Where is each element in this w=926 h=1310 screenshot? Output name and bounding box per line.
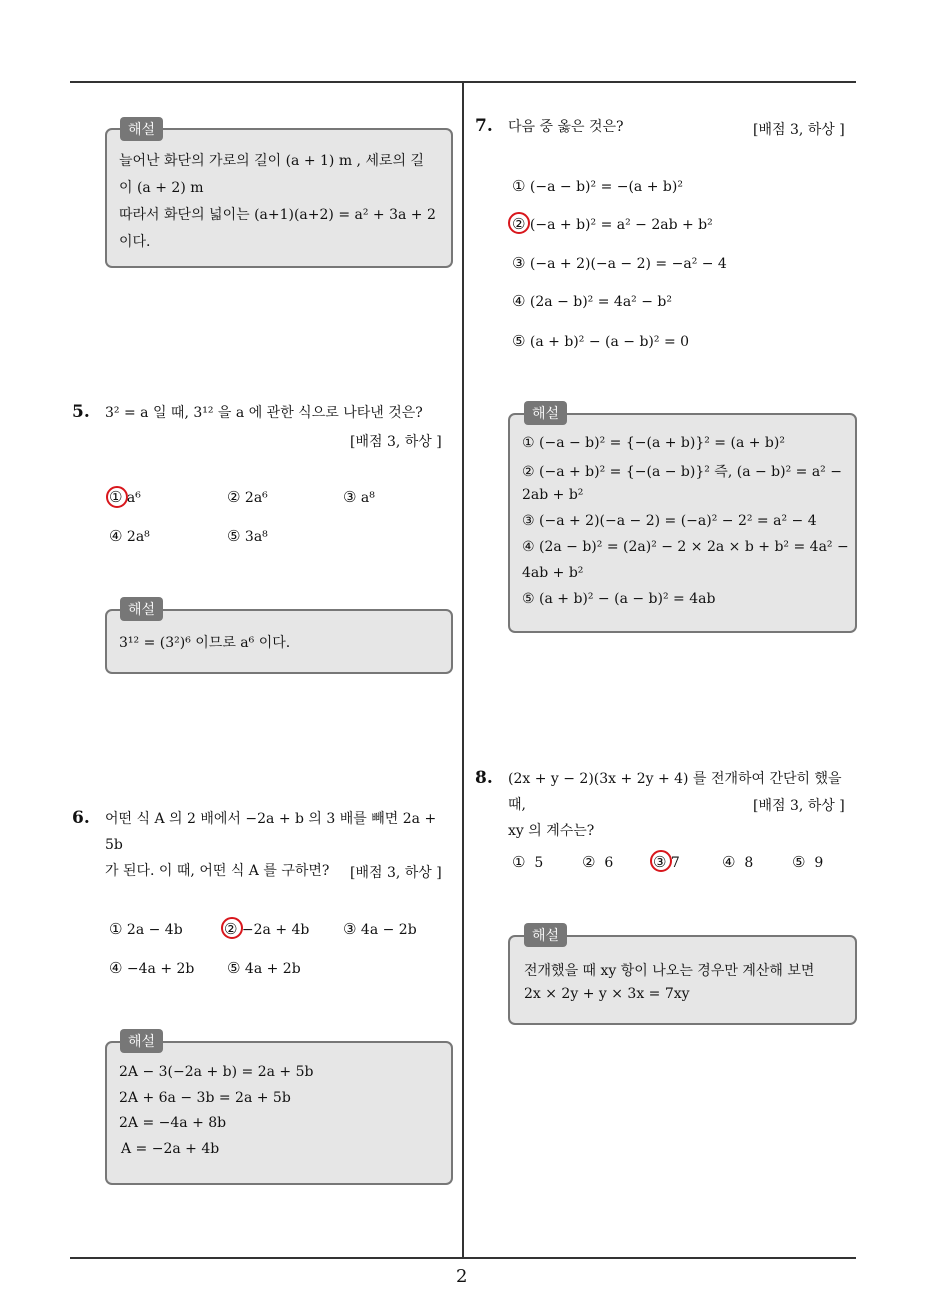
page-number: 2 bbox=[456, 1266, 468, 1287]
solution-tag: 해설 bbox=[120, 117, 163, 141]
choice-7-4[interactable]: ④ (2a − b)² = 4a² − b² bbox=[512, 292, 672, 310]
solution-tag: 해설 bbox=[524, 401, 567, 425]
choice-5-2[interactable]: ② 2a⁶ bbox=[227, 488, 268, 506]
solution-line: 2A + 6a − 3b = 2a + 5b bbox=[119, 1090, 291, 1106]
question-number-8: 8. bbox=[475, 768, 493, 788]
solution-line: 이다. bbox=[119, 234, 151, 250]
choice-8-1[interactable]: ① 5 bbox=[512, 853, 544, 871]
solution-line: 2x × 2y + y × 3x = 7xy bbox=[524, 986, 690, 1002]
score-label-5: [배점 3, 하상 ] bbox=[350, 434, 442, 450]
choice-8-2[interactable]: ② 6 bbox=[582, 853, 614, 871]
choice-6-3[interactable]: ③ 4a − 2b bbox=[343, 920, 417, 938]
solution-line: 4ab + b² bbox=[522, 565, 584, 581]
choice-7-1[interactable]: ① (−a − b)² = −(a + b)² bbox=[512, 177, 683, 195]
choice-8-5[interactable]: ⑤ 9 bbox=[792, 853, 824, 871]
question-line: 가 된다. 이 때, 어떤 식 A 를 구하면? bbox=[105, 863, 330, 879]
solution-line: 2ab + b² bbox=[522, 487, 584, 503]
solution-line: A = −2a + 4b bbox=[121, 1141, 220, 1157]
question-line: xy 의 계수는? bbox=[508, 823, 595, 839]
question-line: (2x + y − 2)(3x + 2y + 4) 를 전개하여 간단히 했을 때, bbox=[508, 771, 842, 813]
solution-tag: 해설 bbox=[524, 923, 567, 947]
solution-line: 2A − 3(−2a + b) = 2a + 5b bbox=[119, 1064, 314, 1080]
choice-6-5[interactable]: ⑤ 4a + 2b bbox=[227, 959, 301, 977]
choice-6-1[interactable]: ① 2a − 4b bbox=[109, 920, 183, 938]
solution-line: 3¹² = (3²)⁶ 이므로 a⁶ 이다. bbox=[119, 635, 291, 651]
choice-8-4[interactable]: ④ 8 bbox=[722, 853, 754, 871]
solution-line: ② (−a + b)² = {−(a − b)}² 즉, (a − b)² = a² − bbox=[522, 464, 842, 480]
choice-7-5[interactable]: ⑤ (a + b)² − (a − b)² = 0 bbox=[512, 332, 690, 350]
solution-line: ③ (−a + 2)(−a − 2) = (−a)² − 2² = a² − 4 bbox=[522, 513, 817, 529]
solution-line: ④ (2a − b)² = (2a)² − 2 × 2a × b + b² = 4a² − bbox=[522, 539, 849, 555]
solution-line: 늘어난 화단의 가로의 길이 (a + 1) m , 세로의 길 bbox=[119, 153, 424, 169]
solution-line: 이 (a + 2) m bbox=[119, 180, 204, 196]
choice-6-4[interactable]: ④ −4a + 2b bbox=[109, 959, 195, 977]
question-line: 어떤 식 A 의 2 배에서 −2a + b 의 3 배를 빼면 2a + 5b bbox=[105, 811, 437, 853]
solution-line: ① (−a − b)² = {−(a + b)}² = (a + b)² bbox=[522, 435, 785, 451]
choice-7-2[interactable]: ② (−a + b)² = a² − 2ab + b² bbox=[512, 215, 713, 233]
question-number-5: 5. bbox=[72, 402, 90, 422]
score-label-8: [배점 3, 하상 ] bbox=[753, 798, 845, 814]
choice-8-3[interactable]: ③ 7 bbox=[653, 853, 680, 871]
choice-5-4[interactable]: ④ 2a⁸ bbox=[109, 527, 150, 545]
solution-box-q8 bbox=[508, 935, 857, 1025]
question-number-7: 7. bbox=[475, 116, 493, 136]
score-label-7: [배점 3, 하상 ] bbox=[753, 122, 845, 138]
solution-line: ⑤ (a + b)² − (a − b)² = 4ab bbox=[522, 591, 716, 607]
solution-line: 따라서 화단의 넓이는 (a+1)(a+2) = a² + 3a + 2 bbox=[119, 207, 436, 223]
choice-5-5[interactable]: ⑤ 3a⁸ bbox=[227, 527, 268, 545]
bottom-rule bbox=[70, 1257, 856, 1259]
choice-5-3[interactable]: ③ a⁸ bbox=[343, 488, 375, 506]
solution-line: 전개했을 때 xy 항이 나오는 경우만 계산해 보면 bbox=[524, 963, 815, 979]
choice-7-3[interactable]: ③ (−a + 2)(−a − 2) = −a² − 4 bbox=[512, 254, 727, 272]
solution-box-q7 bbox=[508, 413, 857, 633]
question-text-5: 3² = a 일 때, 3¹² 을 a 에 관한 식으로 나타낸 것은? bbox=[105, 405, 423, 421]
solution-tag: 해설 bbox=[120, 1029, 163, 1053]
solution-box-q4 bbox=[105, 128, 453, 268]
question-number-6: 6. bbox=[72, 808, 90, 828]
choice-6-2[interactable]: ② −2a + 4b bbox=[224, 920, 310, 938]
solution-line: 2A = −4a + 8b bbox=[119, 1115, 227, 1131]
question-text-7: 다음 중 옳은 것은? bbox=[508, 119, 624, 135]
score-label-6: [배점 3, 하상 ] bbox=[350, 865, 442, 881]
solution-box-q6 bbox=[105, 1041, 453, 1185]
column-divider bbox=[462, 83, 464, 1259]
choice-5-1[interactable]: ① a⁶ bbox=[109, 488, 141, 506]
solution-tag: 해설 bbox=[120, 597, 163, 621]
